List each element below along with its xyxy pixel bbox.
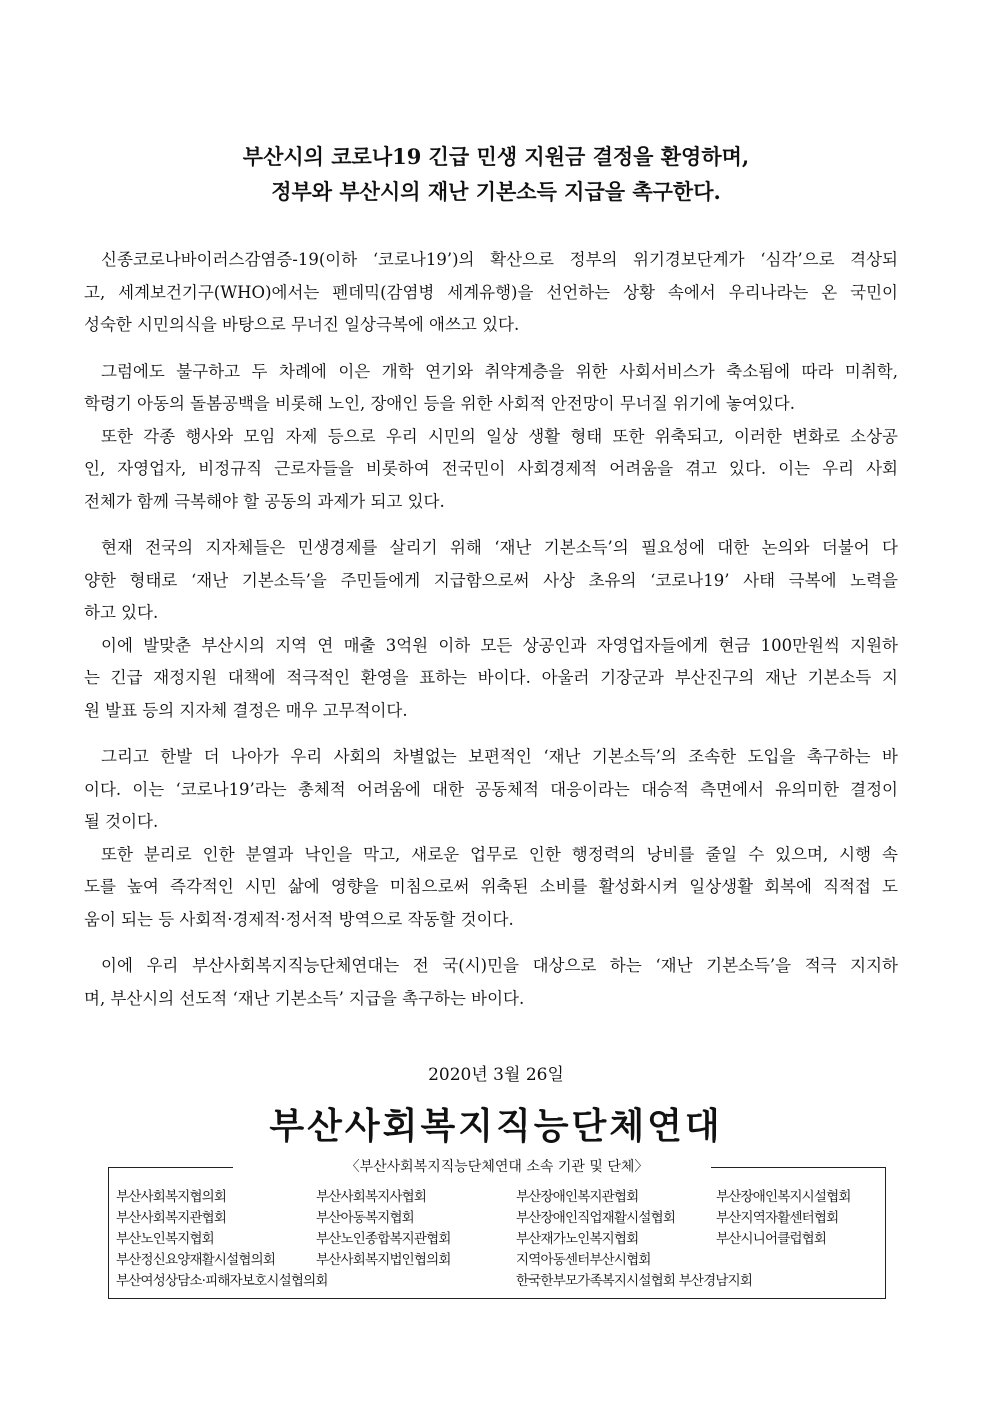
member-organization: 부산지역자활센터협회	[716, 1210, 839, 1226]
text-line: 그럼에도 불구하고 두 차례에 이은 개학 연기와 취약계층을 위한 사회서비스가 축소됨에 따라 미취학,	[101, 361, 898, 381]
member-organization: 지역아동센터부산시협회	[516, 1252, 651, 1268]
organization-name: 부산사회복지직능단체연대	[269, 1106, 723, 1147]
paragraph	[84, 244, 898, 342]
text-line: 될 것이다.	[84, 812, 159, 831]
paragraph	[84, 839, 898, 937]
text-line: 원 발표 등의 지자체 결정은 매우 고무적이다.	[84, 700, 408, 720]
title-line-1: 부산시의 코로나19 긴급 민생 지원금 결정을 환영하며,	[242, 144, 750, 169]
member-organization: 부산노인종합복지관협회	[316, 1231, 451, 1247]
title-line-2: 정부와 부산시의 재난 기본소득 지급을 촉구한다.	[271, 179, 721, 204]
text-line: 전체가 함께 극복해야 할 공동의 과제가 되고 있다.	[84, 491, 445, 511]
paragraph	[84, 421, 898, 519]
text-line: 이에 발맞춘 부산시의 지역 연 매출 3억원 이하 모든 상공인과 자영업자들에게 현금 100만원씩 지원하	[101, 635, 898, 655]
member-organization: 부산아동복지협회	[316, 1210, 414, 1226]
text-line: 고, 세계보건기구(WHO)에서는 펜데믹(감염병 세계유행)을 선언하는 상황 속에서 우리나라는 온 국민이	[84, 282, 898, 302]
paragraph-group	[84, 950, 898, 1015]
paragraph	[84, 356, 898, 421]
paragraph-group	[84, 244, 898, 342]
member-organization: 부산사회복지법인협의회	[316, 1252, 451, 1268]
member-organization: 한국한부모가족복지시설협회 부산경남지회	[516, 1273, 753, 1289]
member-organization: 부산노인복지협회	[116, 1231, 214, 1247]
members-caption: 〈부산사회복지직능단체연대 소속 기관 및 단체〉	[345, 1159, 649, 1175]
document-body	[84, 244, 898, 1029]
text-line: 하고 있다.	[84, 603, 159, 622]
text-line: 이에 우리 부산사회복지직능단체연대는 전 국(시)민을 대상으로 하는 ‘재난 기본소득’을 적극 지지하	[101, 956, 898, 975]
text-line: 현재 전국의 지자체들은 민생경제를 살리기 위해 ‘재난 기본소득’의 필요성에 대한 논의와 더불어 다	[101, 538, 898, 557]
text-line: 이다. 이는 ‘코로나19’라는 총체적 어려움에 대한 공동체적 대응이라는 대승적 측면에서 유의미한 결정이	[84, 779, 898, 799]
paragraph-group	[84, 356, 898, 519]
text-line: 양한 형태로 ‘재난 기본소득’을 주민들에게 지급함으로써 사상 초유의 ‘코로나19’ 사태 극복에 노력을	[84, 570, 898, 590]
date: 2020년 3월 26일	[428, 1065, 564, 1085]
member-organization: 부산사회복지관협회	[116, 1210, 227, 1226]
paragraph-group	[84, 532, 898, 727]
member-organization: 부산시니어클럽협회	[716, 1231, 827, 1247]
paragraph	[84, 532, 898, 630]
text-line: 성숙한 시민의식을 바탕으로 무너진 일상극복에 애쓰고 있다.	[84, 315, 520, 334]
text-line: 인, 자영업자, 비정규직 근로자들을 비롯하여 전국민이 사회경제적 어려움을 겪고 있다. 이는 우리 사회	[84, 459, 898, 478]
text-line: 는 긴급 재정지원 대책에 적극적인 환영을 표하는 바이다. 아울러 기장군과 부산진구의 재난 기본소득 지	[84, 668, 898, 687]
member-organization: 부산장애인복지시설협회	[716, 1189, 851, 1205]
member-organization: 부산사회복지협의회	[116, 1189, 227, 1205]
text-line: 학령기 아동의 돌봄공백을 비롯해 노인, 장애인 등을 위한 사회적 안전망이 무너질 위기에 놓여있다.	[84, 394, 795, 413]
paragraph-group	[84, 741, 898, 936]
paragraph	[84, 950, 898, 1015]
member-organizations-box	[108, 1159, 886, 1299]
text-line: 신종코로나바이러스감염증-19(이하 ‘코로나19’)의 확산으로 정부의 위기경보단계가 ‘심각’으로 격상되	[101, 250, 898, 269]
text-line: 그리고 한발 더 나아가 우리 사회의 차별없는 보편적인 ‘재난 기본소득’의 조속한 도입을 촉구하는 바	[101, 747, 898, 766]
member-organization: 부산여성상담소·피해자보호시설협의회	[116, 1273, 328, 1289]
text-line: 또한 분리로 인한 분열과 낙인을 막고, 새로운 업무로 인한 행정력의 낭비를 줄일 수 있으며, 시행 속	[101, 844, 898, 864]
member-organization: 부산정신요양재활시설협의회	[116, 1252, 276, 1268]
member-organization: 부산장애인직업재활시설협회	[516, 1210, 676, 1226]
text-line: 며, 부산시의 선도적 ‘재난 기본소득’ 지급을 촉구하는 바이다.	[84, 988, 525, 1008]
member-organization: 부산사회복지사협회	[316, 1189, 427, 1205]
text-line: 도를 높여 즉각적인 시민 삶에 영향을 미침으로써 위축된 소비를 활성화시켜 일상생활 회복에 직적접 도	[84, 877, 898, 896]
member-organization: 부산장애인복지관협회	[516, 1189, 639, 1205]
text-line: 또한 각종 행사와 모임 자제 등으로 우리 시민의 일상 생활 형태 또한 위축되고, 이러한 변화로 소상공	[101, 426, 898, 446]
paragraph	[84, 630, 898, 728]
member-organization: 부산재가노인복지협회	[516, 1231, 639, 1247]
text-line: 움이 되는 등 사회적·경제적·정서적 방역으로 작동할 것이다.	[84, 909, 514, 929]
paragraph	[84, 741, 898, 839]
